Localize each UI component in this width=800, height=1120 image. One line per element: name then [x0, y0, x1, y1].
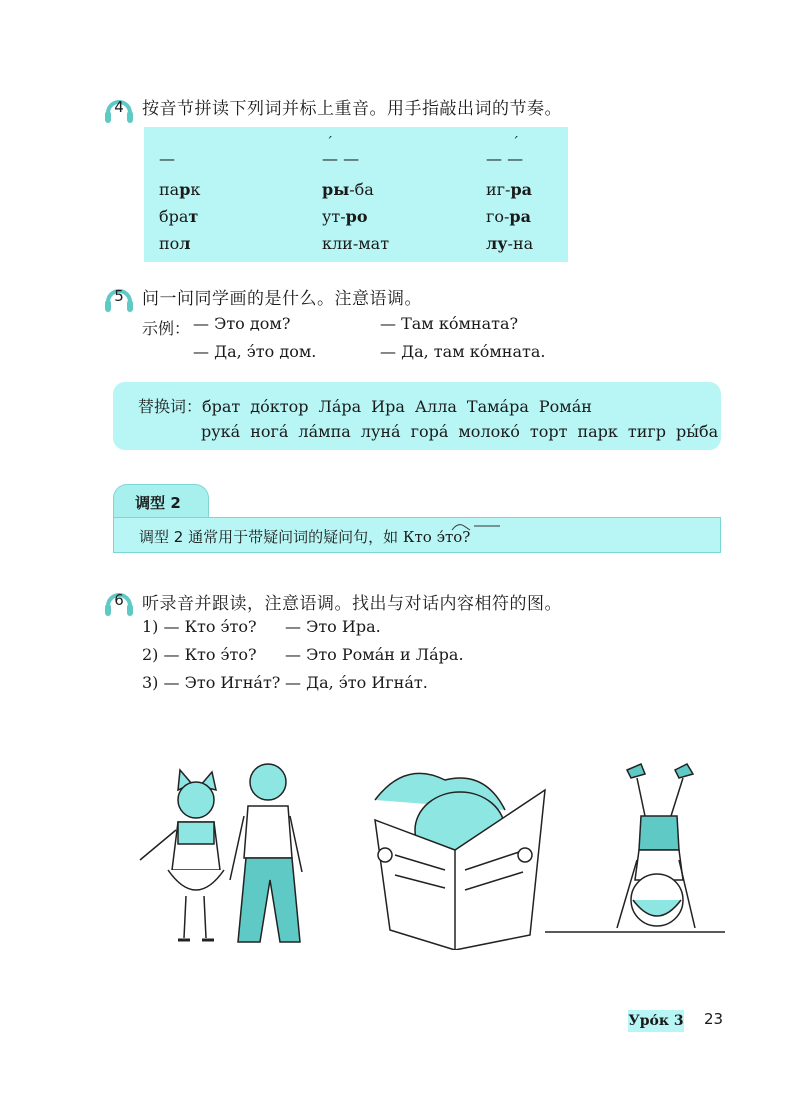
- word-cell: ут-ро: [322, 207, 368, 226]
- word-cell: пол: [159, 234, 191, 253]
- example-answer-2: — Да, там ко́мната.: [380, 342, 546, 361]
- example-question-1: — Это дом?: [193, 314, 291, 333]
- exercise-5-number: 5: [114, 287, 124, 305]
- substitution-label: 替换词：: [138, 397, 203, 416]
- pattern-2: — —: [322, 149, 360, 168]
- exercise-6-badge: [104, 586, 134, 618]
- word-cell: парк: [159, 180, 201, 199]
- tone-type-title: 调型 2: [135, 494, 181, 512]
- tone-type-tab: [113, 484, 209, 518]
- exercise-5-badge: [104, 282, 134, 314]
- dialog-line: 1) — Кто э́то?: [142, 617, 257, 636]
- stress-mark: ´: [326, 135, 333, 151]
- syllable-table: [144, 127, 568, 262]
- page-number: 23: [704, 1010, 724, 1028]
- word-cell: кли-мат: [322, 234, 390, 253]
- substitution-row-2: рука́ нога́ ла́мпа луна́ гора́ молоко́ торт парк тигр ры́ба: [201, 422, 719, 441]
- tone-type-text: 调型 2 通常用于带疑问词的疑问句，如 Кто э́то?: [139, 528, 471, 546]
- substitution-row-1: 替换词：брат до́ктор Ла́ра Ира Алла Тама́ра Рома́н: [138, 397, 592, 416]
- stress-mark: ´: [512, 135, 519, 151]
- example-label: 示例：: [142, 319, 191, 338]
- pattern-1: —: [159, 149, 175, 168]
- exercise-4-badge: [104, 93, 134, 125]
- exercise-6-number: 6: [114, 591, 124, 609]
- dialog-answer: — Это Ира.: [285, 617, 381, 636]
- illustration-girl-reading: [365, 760, 555, 950]
- example-question-2: — Там ко́мната?: [380, 314, 519, 333]
- intonation-mark: [448, 520, 508, 534]
- dialog-line: 2) — Кто э́то?: [142, 645, 257, 664]
- dialog-answer: — Это Рома́н и Ла́ра.: [285, 645, 464, 664]
- dialog-line: 3) — Это Игна́т?: [142, 673, 281, 692]
- word-cell: ры-ба: [322, 180, 374, 199]
- illustration-boy-handstand: [545, 760, 725, 940]
- word-cell: брат: [159, 207, 199, 226]
- tone-example: Кто э́то?: [402, 528, 471, 546]
- example-answer-1: — Да, э́то дом.: [193, 342, 317, 361]
- illustration-girl-and-boy: [120, 760, 320, 950]
- exercise-4-instruction: 按音节拼读下列词并标上重音。用手指敲出词的节奏。: [142, 99, 562, 119]
- pattern-3: — —: [486, 149, 524, 168]
- tone-type-box: [113, 517, 721, 553]
- substitution-words-box: [113, 382, 721, 450]
- word-cell: го-ра: [486, 207, 531, 226]
- lesson-badge: Уро́к 3: [628, 1010, 684, 1032]
- exercise-6-instruction: 听录音并跟读，注意语调。找出与对话内容相符的图。: [142, 594, 562, 614]
- word-cell: иг-ра: [486, 180, 533, 199]
- exercise-4-number: 4: [114, 98, 124, 116]
- word-cell: лу-на: [486, 234, 534, 253]
- dialog-answer: — Да, э́то Игна́т.: [285, 673, 428, 692]
- exercise-5-instruction: 问一问同学画的是什么。注意语调。: [142, 289, 422, 309]
